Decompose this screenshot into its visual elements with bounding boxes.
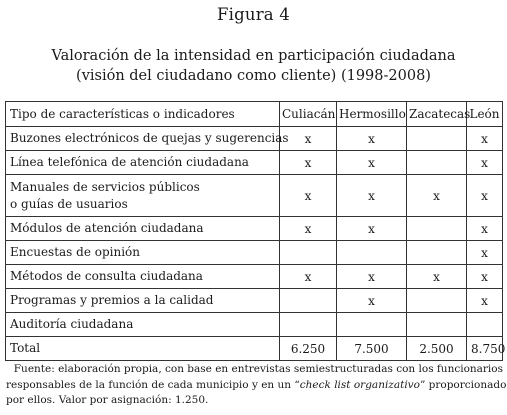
total-label: Total [6,337,280,361]
cell-hermosillo: x [337,265,407,289]
footnote-line-2-end: ” proporcionado [419,378,507,391]
cell-hermosillo: x [337,217,407,241]
cell-zacatecas [407,289,467,313]
cell-culiacan [280,289,337,313]
row-label: Módulos de atención ciudadana [6,217,280,241]
footnote-line-2 [6,378,507,394]
header-zacatecas: Zacatecas [407,102,467,127]
table-row [6,289,503,313]
cell-hermosillo [337,313,407,337]
cell-culiacan: x [280,175,337,217]
row-label [6,175,280,217]
total-row [6,337,503,361]
cell-zacatecas: x [407,175,467,217]
cell-zacatecas [407,151,467,175]
cell-culiacan: x [280,127,337,151]
header-culiacan: Culiacán [280,102,337,127]
row-label: Métodos de consulta ciudadana [6,265,280,289]
total-culiacan: 6.250 [280,337,337,361]
cell-zacatecas [407,313,467,337]
table-row [6,151,503,175]
footnote-line-2-start: responsables de la función de cada municipio y en un “ [6,378,300,391]
row-label: Buzones electrónicos de quejas y sugerencias [6,127,280,151]
table-header-row [6,102,503,127]
row-label: Encuestas de opinión [6,241,280,265]
row-label: Línea telefónica de atención ciudadana [6,151,280,175]
cell-zacatecas: x [407,265,467,289]
cell-leon [467,313,503,337]
header-leon: León [467,102,503,127]
cell-leon: x [467,289,503,313]
figure-title-line-1: Valoración de la intensidad en participación ciudadana [51,48,456,64]
cell-zacatecas [407,127,467,151]
figure-title-line-2: (visión del ciudadano como cliente) (1998-2008) [76,68,431,84]
cell-hermosillo: x [337,151,407,175]
total-leon: 8.750 [467,337,503,361]
row-label: Programas y premios a la calidad [6,289,280,313]
cell-zacatecas [407,241,467,265]
cell-culiacan: x [280,265,337,289]
table-row [6,127,503,151]
row-label: Auditoría ciudadana [6,313,280,337]
cell-leon: x [467,175,503,217]
row-label-line-1: Manuales de servicios públicos [10,179,200,194]
table-row [6,265,503,289]
participation-table [5,101,506,361]
table-row [6,217,503,241]
table-row [6,313,503,337]
source-footnote [6,362,507,409]
total-zacatecas: 2.500 [407,337,467,361]
cell-culiacan: x [280,151,337,175]
row-label-line-2: o guías de usuarios [10,196,128,211]
cell-hermosillo [337,241,407,265]
footnote-line-3: por ellos. Valor por asignación: 1.250. [6,394,209,406]
cell-leon: x [467,265,503,289]
cell-leon: x [467,127,503,151]
cell-leon: x [467,151,503,175]
footnote-italic-term: check list organizativo [299,378,420,391]
table-row [6,241,503,265]
cell-hermosillo: x [337,289,407,313]
header-hermosillo: Hermosillo [337,102,407,127]
cell-hermosillo: x [337,175,407,217]
cell-culiacan: x [280,217,337,241]
cell-leon: x [467,217,503,241]
header-indicator-type: Tipo de características o indicadores [6,102,280,127]
cell-culiacan [280,313,337,337]
cell-zacatecas [407,217,467,241]
table-row [6,175,503,217]
total-hermosillo: 7.500 [337,337,407,361]
cell-culiacan [280,241,337,265]
cell-hermosillo: x [337,127,407,151]
footnote-line-1: Fuente: elaboración propia, con base en entrevistas semiestructuradas con los funcionarios [13,363,503,375]
figure-label: Figura 4 [217,5,290,24]
cell-leon: x [467,241,503,265]
